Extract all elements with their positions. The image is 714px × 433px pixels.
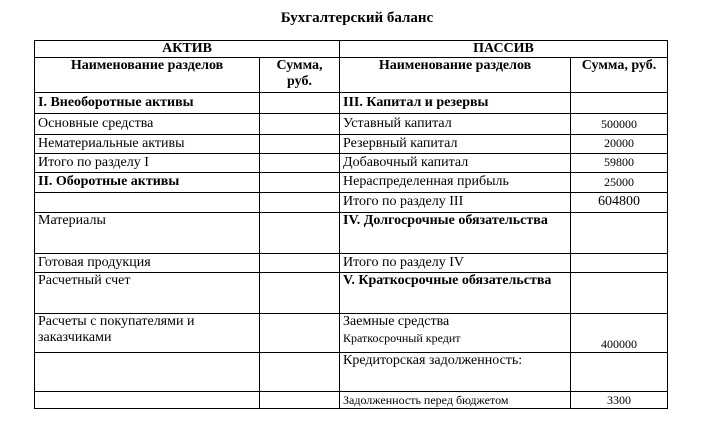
passive-sum-cell: [571, 254, 668, 273]
passive-subitem-name: Краткосрочный кредит: [343, 331, 461, 345]
passive-total-name: Итого по разделу III: [340, 193, 571, 213]
passive-sum-header: Сумма, руб.: [571, 58, 668, 93]
table-row: [35, 154, 668, 173]
table-subheader-row: [35, 58, 668, 93]
active-sum-cell: [260, 273, 340, 314]
passive-item-name: Задолженность перед бюджетом: [340, 392, 571, 409]
table-row: [35, 193, 668, 213]
passive-item-name: Добавочный капитал: [340, 154, 571, 173]
active-item-name: Материалы: [35, 213, 260, 254]
table-row: [35, 314, 668, 353]
passive-sum-cell: [571, 273, 668, 314]
table-row: [35, 93, 668, 114]
table-header-row: [35, 41, 668, 58]
active-sum-cell: [260, 213, 340, 254]
passive-item-name: Уставный капитал: [340, 114, 571, 135]
active-header: АКТИВ: [35, 41, 340, 58]
passive-sum-cell: 500000: [571, 114, 668, 135]
passive-item-name: Заемные средства: [343, 314, 450, 329]
table-row: [35, 173, 668, 193]
passive-item-name: Резервный капитал: [340, 135, 571, 154]
table-row: [35, 213, 668, 254]
active-section-heading: II. Оборотные активы: [35, 173, 260, 193]
active-name-header: Наименование разделов: [35, 58, 260, 93]
active-sum-cell: [260, 154, 340, 173]
active-sum-cell: [260, 135, 340, 154]
table-row: [35, 392, 668, 409]
passive-sum-cell: [571, 213, 668, 254]
active-sum-cell: [260, 193, 340, 213]
active-sum-cell: [260, 392, 340, 409]
active-sum-cell: [260, 314, 340, 353]
active-sum-cell: [260, 93, 340, 114]
document-title: Бухгалтерский баланс: [280, 10, 434, 26]
active-item-name: [35, 193, 260, 213]
active-item-name: Расчетный счет: [35, 273, 260, 314]
table-row: [35, 135, 668, 154]
active-sum-cell: [260, 254, 340, 273]
table-row: [35, 273, 668, 314]
active-sum-cell: [260, 173, 340, 193]
passive-sum-cell: 400000: [571, 314, 668, 353]
passive-item-name: Кредиторская задолженность:: [340, 353, 571, 392]
passive-section-heading: III. Капитал и резервы: [340, 93, 571, 114]
passive-sum-cell: 59800: [571, 154, 668, 173]
table-row: [35, 353, 668, 392]
table-row: [35, 254, 668, 273]
passive-section-heading: IV. Долгосрочные обязательства: [340, 213, 571, 254]
passive-header: ПАССИВ: [340, 41, 668, 58]
passive-total-name: Итого по разделу IV: [340, 254, 571, 273]
active-item-name: Готовая продукция: [35, 254, 260, 273]
active-item-name: [35, 353, 260, 392]
active-item-name: [35, 392, 260, 409]
active-item-name: Расчеты с покупателями и заказчиками: [35, 314, 260, 353]
active-item-name: Итого по разделу I: [35, 154, 260, 173]
active-section-heading: I. Внеоборотные активы: [35, 93, 260, 114]
active-item-name: Основные средства: [35, 114, 260, 135]
passive-item-cell: [340, 314, 571, 353]
passive-sum-cell: 3300: [571, 392, 668, 409]
active-sum-cell: [260, 114, 340, 135]
active-sum-cell: [260, 353, 340, 392]
table-row: [35, 114, 668, 135]
passive-sum-cell: 20000: [571, 135, 668, 154]
passive-name-header: Наименование разделов: [340, 58, 571, 93]
passive-total-sum: 604800: [571, 193, 668, 213]
balance-sheet-table: [34, 40, 668, 409]
passive-item-name: Нераспределенная прибыль: [340, 173, 571, 193]
passive-sum-cell: [571, 353, 668, 392]
active-item-name: Нематериальные активы: [35, 135, 260, 154]
active-sum-header: Сумма, руб.: [260, 58, 340, 93]
passive-section-heading: V. Краткосрочные обязательства: [340, 273, 571, 314]
passive-sum-cell: 25000: [571, 173, 668, 193]
passive-sum-cell: [571, 93, 668, 114]
